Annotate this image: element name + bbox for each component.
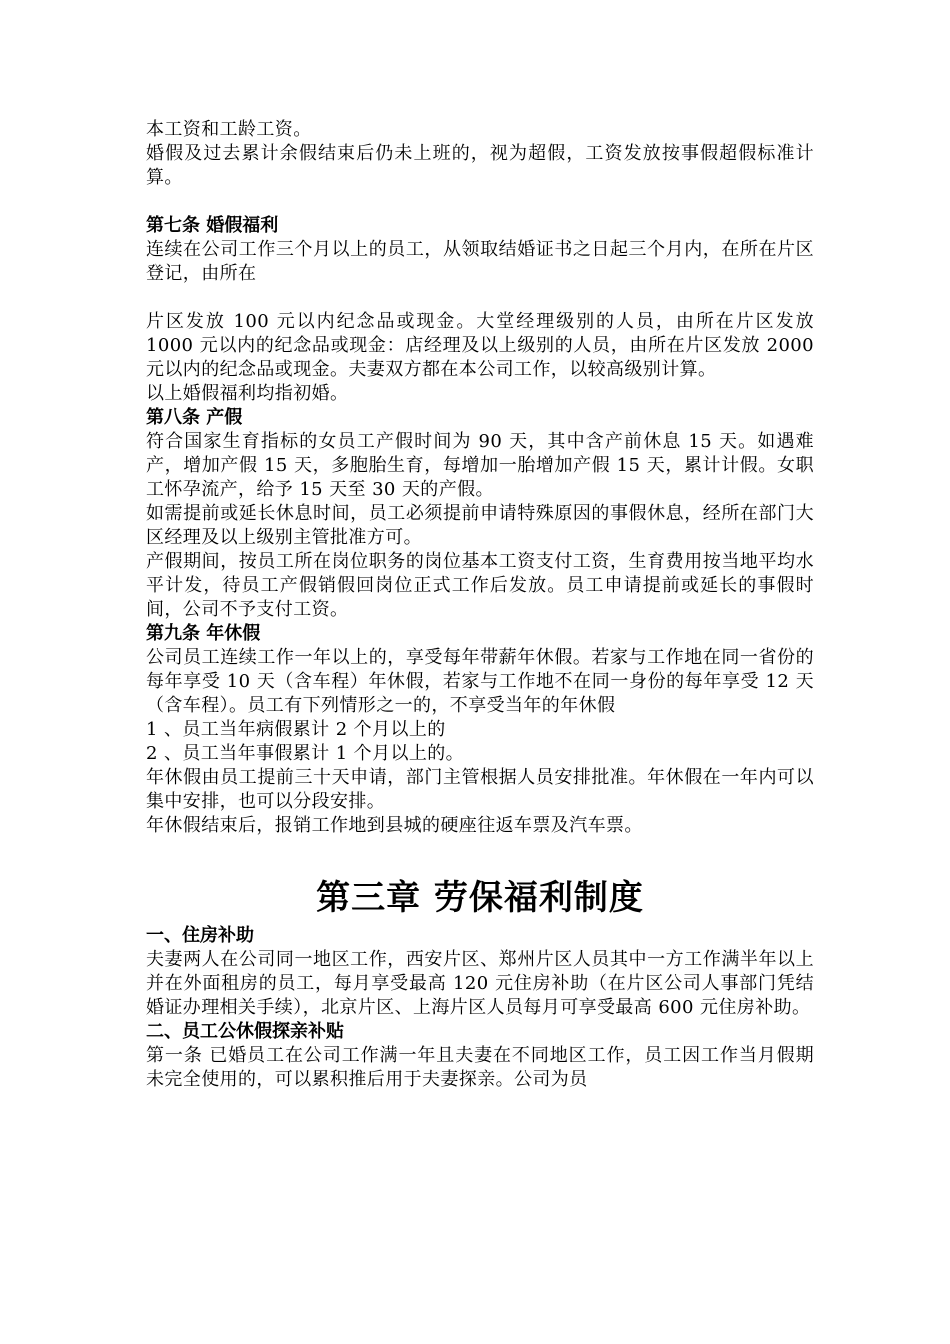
spacer — [146, 286, 814, 310]
article-9-paragraph: 公司员工连续工作一年以上的，享受每年带薪年休假。若家与工作地在同一省份的每年享受 10 天（含车程）年休假，若家与工作地不在同一身份的每年享受 12 天（含车程）。员工有下列情形之一的，不享受当年的年休假 — [146, 647, 814, 716]
article-8-paragraph: 符合国家生育指标的女员工产假时间为 90 天，其中含产前休息 15 天。如遇难产，增加产假 15 天，多胞胎生育，每增加一胎增加产假 15 天，累计计假。女职工怀孕流产，给予 15 天至 30 天的产假。 — [146, 431, 814, 500]
article-7-paragraph: 连续在公司工作三个月以上的员工，从领取结婚证书之日起三个月内，在所在片区登记，由所在 — [146, 239, 814, 284]
article-9-list-item: 1 、员工当年病假累计 2 个月以上的 — [146, 719, 446, 740]
section-2-paragraph: 第一条 已婚员工在公司工作满一年且夫妻在不同地区工作，员工因工作当月假期未完全使用的，可以累积推后用于夫妻探亲。公司为员 — [146, 1045, 814, 1090]
spacer — [146, 838, 814, 872]
article-8-paragraph: 产假期间，按员工所在岗位职务的岗位基本工资支付工资，生育费用按当地平均水平计发，待员工产假销假回岗位正式工作后发放。员工申请提前或延长的事假时间，公司不予支付工资。 — [146, 551, 814, 620]
section-2-heading: 二、员工公休假探亲补贴 — [146, 1021, 344, 1042]
section-1-paragraph: 夫妻两人在公司同一地区工作，西安片区、郑州片区人员其中一方工作满半年以上并在外面租房的员工，每月享受最高 120 元住房补助（在片区公司人事部门凭结婚证办理相关手续），北京片区、上海片区人员每月可享受最高 600 元住房补助。 — [146, 949, 814, 1018]
article-9-list-item: 2 、员工当年事假累计 1 个月以上的。 — [146, 743, 465, 764]
section-1-heading: 一、住房补助 — [146, 925, 254, 946]
article-8-heading: 第八条 产假 — [146, 407, 243, 428]
intro-line: 婚假及过去累计余假结束后仍未上班的，视为超假，工资发放按事假超假标准计算。 — [146, 143, 814, 188]
chapter-title: 第三章 劳保福利制度 — [316, 878, 644, 918]
article-7-heading: 第七条 婚假福利 — [146, 215, 279, 236]
article-9-paragraph: 年休假由员工提前三十天申请，部门主管根据人员安排批准。年休假在一年内可以集中安排，也可以分段安排。 — [146, 767, 814, 812]
article-9-heading: 第九条 年休假 — [146, 623, 261, 644]
spacer — [146, 190, 814, 214]
article-7-paragraph: 片区发放 100 元以内纪念品或现金。大堂经理级别的人员，由所在片区发放 1000 元以内的纪念品或现金：店经理及以上级别的人员，由所在片区发放 2000 元以内的纪念品或现金。夫妻双方都在本公司工作，以较高级别计算。 — [146, 311, 814, 380]
article-7-paragraph: 以上婚假福利均指初婚。 — [146, 383, 349, 404]
document-page — [146, 118, 814, 1092]
intro-line: 本工资和工龄工资。 — [146, 119, 312, 140]
article-8-paragraph: 如需提前或延长休息时间，员工必须提前申请特殊原因的事假休息，经所在部门大区经理及以上级别主管批准方可。 — [146, 503, 814, 548]
article-9-paragraph: 年休假结束后，报销工作地到县城的硬座往返车票及汽车票。 — [146, 815, 643, 836]
